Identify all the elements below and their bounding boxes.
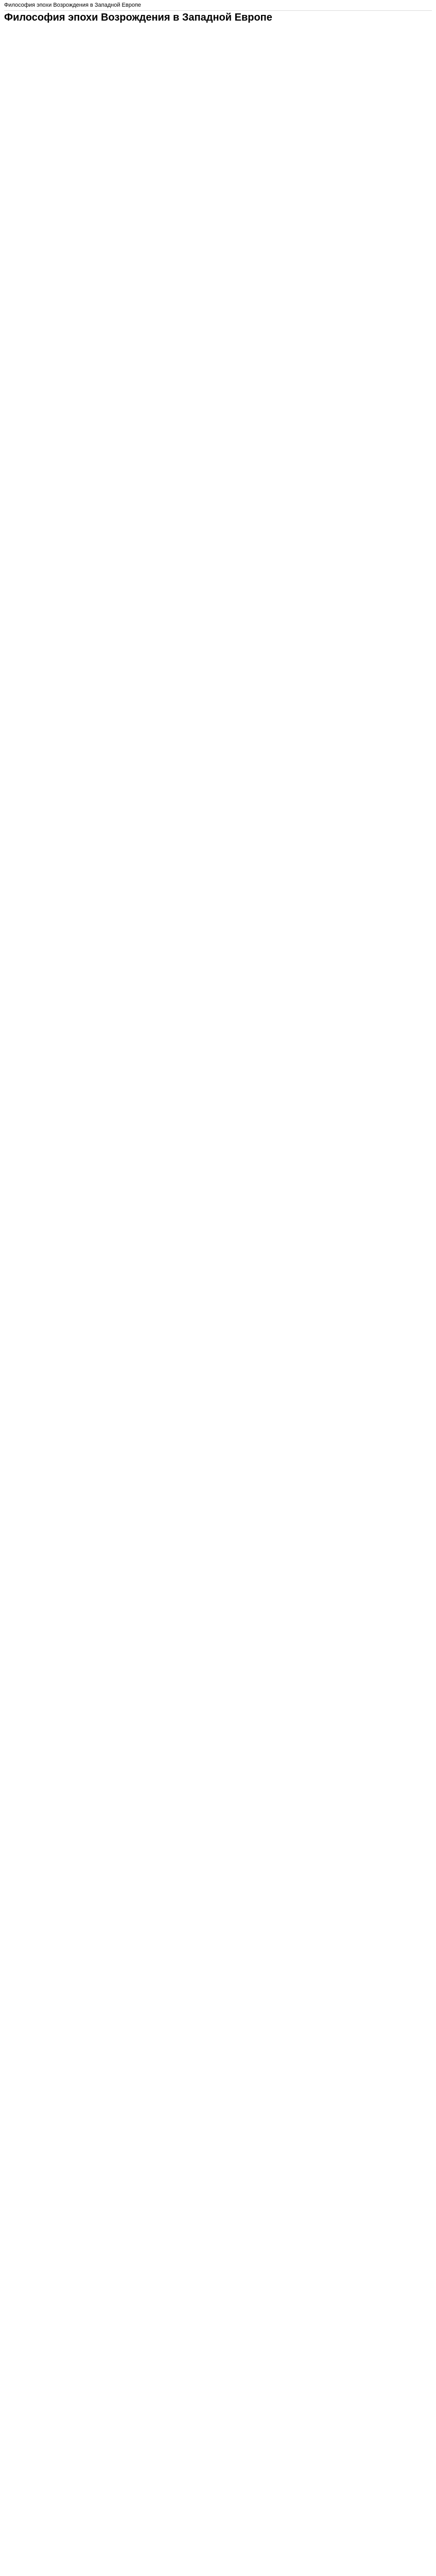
page-header: Философия эпохи Возрождения в Западной Европе xyxy=(4,0,432,11)
document-body xyxy=(4,41,432,2576)
page-title: Философия эпохи Возрождения в Западной Европе xyxy=(4,12,272,23)
